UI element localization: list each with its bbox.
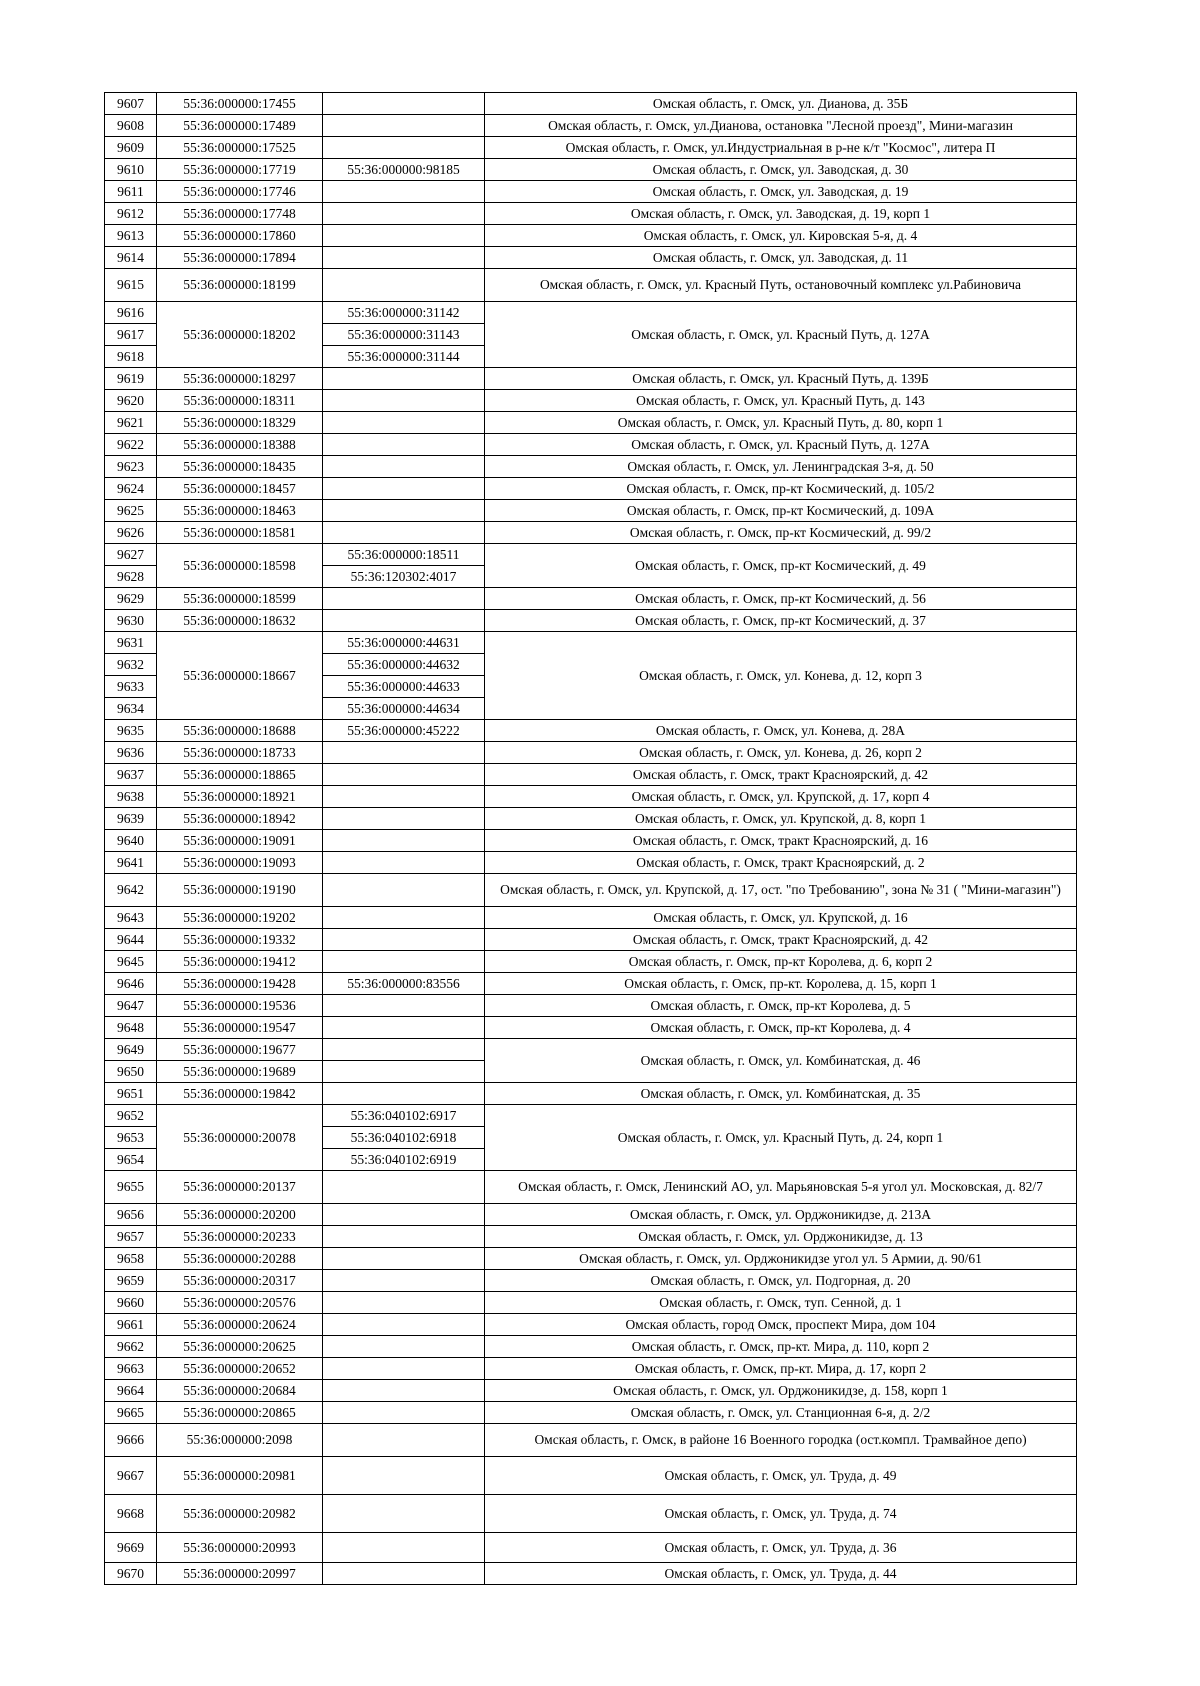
cadastral-number-cell: 55:36:000000:18202 bbox=[157, 302, 323, 368]
table-row bbox=[105, 929, 1077, 951]
address-cell: Омская область, г. Омск, Ленинский АО, ул. Марьяновская 5-я угол ул. Московская, д. 82/7 bbox=[485, 1171, 1077, 1204]
address-cell: Омская область, г. Омск, ул. Станционная 6-я, д. 2/2 bbox=[485, 1402, 1077, 1424]
related-cadastral-number-cell bbox=[323, 764, 485, 786]
address-cell: Омская область, г. Омск, ул.Индустриальная в р-не к/т "Космос", литера П bbox=[485, 137, 1077, 159]
address-cell: Омская область, г. Омск, пр-кт Космический, д. 109А bbox=[485, 500, 1077, 522]
table-row bbox=[105, 159, 1077, 181]
table-row bbox=[105, 907, 1077, 929]
address-cell: Омская область, г. Омск, ул. Орджоникидзе, д. 13 bbox=[485, 1226, 1077, 1248]
table-row bbox=[105, 247, 1077, 269]
cadastral-number-cell: 55:36:000000:18463 bbox=[157, 500, 323, 522]
table-row bbox=[105, 852, 1077, 874]
related-cadastral-number-cell bbox=[323, 1039, 485, 1061]
row-number-cell: 9609 bbox=[105, 137, 157, 159]
row-number-cell: 9665 bbox=[105, 1402, 157, 1424]
address-cell: Омская область, г. Омск, ул. Красный Путь, д. 80, корп 1 bbox=[485, 412, 1077, 434]
table-row bbox=[105, 1204, 1077, 1226]
row-number-cell: 9655 bbox=[105, 1171, 157, 1204]
related-cadastral-number-cell: 55:36:040102:6917 bbox=[323, 1105, 485, 1127]
row-number-cell: 9637 bbox=[105, 764, 157, 786]
related-cadastral-number-cell bbox=[323, 1358, 485, 1380]
related-cadastral-number-cell bbox=[323, 1424, 485, 1457]
cadastral-number-cell: 55:36:000000:20233 bbox=[157, 1226, 323, 1248]
row-number-cell: 9642 bbox=[105, 874, 157, 907]
cadastral-number-cell: 55:36:000000:20982 bbox=[157, 1495, 323, 1533]
cadastral-number-cell: 55:36:000000:20997 bbox=[157, 1563, 323, 1585]
cadastral-number-cell: 55:36:000000:20652 bbox=[157, 1358, 323, 1380]
cadastral-number-cell: 55:36:000000:18865 bbox=[157, 764, 323, 786]
row-number-cell: 9648 bbox=[105, 1017, 157, 1039]
related-cadastral-number-cell bbox=[323, 368, 485, 390]
related-cadastral-number-cell: 55:36:000000:45222 bbox=[323, 720, 485, 742]
table-row bbox=[105, 632, 1077, 654]
address-cell: Омская область, г. Омск, пр-кт Космический, д. 56 bbox=[485, 588, 1077, 610]
table-row bbox=[105, 1495, 1077, 1533]
related-cadastral-number-cell bbox=[323, 951, 485, 973]
cadastral-number-cell: 55:36:000000:19190 bbox=[157, 874, 323, 907]
cadastral-number-cell: 55:36:000000:18199 bbox=[157, 269, 323, 302]
table-row bbox=[105, 137, 1077, 159]
table-row bbox=[105, 1380, 1077, 1402]
row-number-cell: 9645 bbox=[105, 951, 157, 973]
row-number-cell: 9667 bbox=[105, 1457, 157, 1495]
row-number-cell: 9624 bbox=[105, 478, 157, 500]
cadastral-number-cell: 55:36:000000:17746 bbox=[157, 181, 323, 203]
related-cadastral-number-cell bbox=[323, 434, 485, 456]
related-cadastral-number-cell bbox=[323, 588, 485, 610]
row-number-cell: 9656 bbox=[105, 1204, 157, 1226]
row-number-cell: 9641 bbox=[105, 852, 157, 874]
address-cell: Омская область, г. Омск, ул. Красный Путь, д. 139Б bbox=[485, 368, 1077, 390]
table-row bbox=[105, 500, 1077, 522]
row-number-cell: 9615 bbox=[105, 269, 157, 302]
table-row bbox=[105, 720, 1077, 742]
row-number-cell: 9651 bbox=[105, 1083, 157, 1105]
address-cell: Омская область, г. Омск, ул. Заводская, д. 11 bbox=[485, 247, 1077, 269]
address-cell: Омская область, г. Омск, туп. Сенной, д. 1 bbox=[485, 1292, 1077, 1314]
table-row bbox=[105, 93, 1077, 115]
cadastral-number-cell: 55:36:000000:20200 bbox=[157, 1204, 323, 1226]
row-number-cell: 9632 bbox=[105, 654, 157, 676]
table-row bbox=[105, 808, 1077, 830]
related-cadastral-number-cell bbox=[323, 1380, 485, 1402]
row-number-cell: 9617 bbox=[105, 324, 157, 346]
address-cell: Омская область, г. Омск, пр-кт. Мира, д. 17, корп 2 bbox=[485, 1358, 1077, 1380]
address-cell: Омская область, г. Омск, ул. Орджоникидзе угол ул. 5 Армии, д. 90/61 bbox=[485, 1248, 1077, 1270]
row-number-cell: 9629 bbox=[105, 588, 157, 610]
related-cadastral-number-cell bbox=[323, 181, 485, 203]
cadastral-number-cell: 55:36:000000:19536 bbox=[157, 995, 323, 1017]
cadastral-number-cell: 55:36:000000:18329 bbox=[157, 412, 323, 434]
address-cell: Омская область, г. Омск, ул. Красный Путь, д. 143 bbox=[485, 390, 1077, 412]
table-row bbox=[105, 522, 1077, 544]
table-row bbox=[105, 951, 1077, 973]
related-cadastral-number-cell bbox=[323, 1336, 485, 1358]
cadastral-number-cell: 55:36:000000:18632 bbox=[157, 610, 323, 632]
table-row bbox=[105, 1039, 1077, 1061]
row-number-cell: 9634 bbox=[105, 698, 157, 720]
address-cell: Омская область, г. Омск, пр-кт Космический, д. 37 bbox=[485, 610, 1077, 632]
address-cell: Омская область, г. Омск, пр-кт. Мира, д. 110, корп 2 bbox=[485, 1336, 1077, 1358]
row-number-cell: 9631 bbox=[105, 632, 157, 654]
cadastral-number-cell: 55:36:000000:19428 bbox=[157, 973, 323, 995]
address-cell: Омская область, г. Омск, тракт Красноярский, д. 16 bbox=[485, 830, 1077, 852]
related-cadastral-number-cell bbox=[323, 1314, 485, 1336]
row-number-cell: 9661 bbox=[105, 1314, 157, 1336]
table-row bbox=[105, 1226, 1077, 1248]
address-cell: Омская область, г. Омск, тракт Красноярский, д. 42 bbox=[485, 929, 1077, 951]
table-row bbox=[105, 973, 1077, 995]
table-row bbox=[105, 1017, 1077, 1039]
related-cadastral-number-cell bbox=[323, 1457, 485, 1495]
related-cadastral-number-cell bbox=[323, 269, 485, 302]
address-cell: Омская область, г. Омск, пр-кт. Королева, д. 15, корп 1 bbox=[485, 973, 1077, 995]
row-number-cell: 9620 bbox=[105, 390, 157, 412]
address-cell: Омская область, г. Омск, ул. Орджоникидзе, д. 213А bbox=[485, 1204, 1077, 1226]
table-row bbox=[105, 995, 1077, 1017]
row-number-cell: 9626 bbox=[105, 522, 157, 544]
cadastral-number-cell: 55:36:000000:19093 bbox=[157, 852, 323, 874]
related-cadastral-number-cell: 55:36:000000:31144 bbox=[323, 346, 485, 368]
table-row bbox=[105, 588, 1077, 610]
table-row bbox=[105, 1563, 1077, 1585]
related-cadastral-number-cell bbox=[323, 1017, 485, 1039]
related-cadastral-number-cell bbox=[323, 1495, 485, 1533]
related-cadastral-number-cell bbox=[323, 786, 485, 808]
row-number-cell: 9653 bbox=[105, 1127, 157, 1149]
table-row bbox=[105, 1292, 1077, 1314]
related-cadastral-number-cell: 55:36:000000:44634 bbox=[323, 698, 485, 720]
address-cell: Омская область, г. Омск, ул. Конева, д. 26, корп 2 bbox=[485, 742, 1077, 764]
row-number-cell: 9670 bbox=[105, 1563, 157, 1585]
row-number-cell: 9643 bbox=[105, 907, 157, 929]
related-cadastral-number-cell: 55:36:000000:44632 bbox=[323, 654, 485, 676]
related-cadastral-number-cell bbox=[323, 247, 485, 269]
related-cadastral-number-cell bbox=[323, 1292, 485, 1314]
related-cadastral-number-cell bbox=[323, 1061, 485, 1083]
cadastral-number-cell: 55:36:000000:19842 bbox=[157, 1083, 323, 1105]
table-row bbox=[105, 1402, 1077, 1424]
table-row bbox=[105, 181, 1077, 203]
row-number-cell: 9658 bbox=[105, 1248, 157, 1270]
row-number-cell: 9668 bbox=[105, 1495, 157, 1533]
address-cell: Омская область, город Омск, проспект Мира, дом 104 bbox=[485, 1314, 1077, 1336]
cadastral-number-cell: 55:36:000000:19091 bbox=[157, 830, 323, 852]
cadastral-number-cell: 55:36:000000:19412 bbox=[157, 951, 323, 973]
row-number-cell: 9638 bbox=[105, 786, 157, 808]
address-cell: Омская область, г. Омск, ул. Труда, д. 49 bbox=[485, 1457, 1077, 1495]
related-cadastral-number-cell bbox=[323, 456, 485, 478]
row-number-cell: 9650 bbox=[105, 1061, 157, 1083]
related-cadastral-number-cell: 55:36:000000:31142 bbox=[323, 302, 485, 324]
cadastral-number-cell: 55:36:000000:17719 bbox=[157, 159, 323, 181]
table-row bbox=[105, 610, 1077, 632]
cadastral-number-cell: 55:36:000000:19677 bbox=[157, 1039, 323, 1061]
table-row bbox=[105, 544, 1077, 566]
related-cadastral-number-cell: 55:36:000000:44631 bbox=[323, 632, 485, 654]
row-number-cell: 9660 bbox=[105, 1292, 157, 1314]
address-cell: Омская область, г. Омск, ул. Орджоникидзе, д. 158, корп 1 bbox=[485, 1380, 1077, 1402]
related-cadastral-number-cell bbox=[323, 1226, 485, 1248]
related-cadastral-number-cell bbox=[323, 522, 485, 544]
cadastral-number-cell: 55:36:000000:20078 bbox=[157, 1105, 323, 1171]
table-row bbox=[105, 1336, 1077, 1358]
table-row bbox=[105, 764, 1077, 786]
address-cell: Омская область, г. Омск, ул. Крупской, д. 17, корп 4 bbox=[485, 786, 1077, 808]
table-row bbox=[105, 1171, 1077, 1204]
cadastral-number-cell: 55:36:000000:20137 bbox=[157, 1171, 323, 1204]
row-number-cell: 9627 bbox=[105, 544, 157, 566]
address-cell: Омская область, г. Омск, ул. Комбинатская, д. 46 bbox=[485, 1039, 1077, 1083]
related-cadastral-number-cell bbox=[323, 1204, 485, 1226]
related-cadastral-number-cell bbox=[323, 907, 485, 929]
cadastral-number-cell: 55:36:000000:17455 bbox=[157, 93, 323, 115]
row-number-cell: 9628 bbox=[105, 566, 157, 588]
table-row bbox=[105, 412, 1077, 434]
related-cadastral-number-cell bbox=[323, 808, 485, 830]
related-cadastral-number-cell bbox=[323, 1270, 485, 1292]
cadastral-number-cell: 55:36:000000:17748 bbox=[157, 203, 323, 225]
address-cell: Омская область, г. Омск, ул. Красный Путь, д. 127А bbox=[485, 302, 1077, 368]
related-cadastral-number-cell: 55:36:120302:4017 bbox=[323, 566, 485, 588]
related-cadastral-number-cell: 55:36:000000:83556 bbox=[323, 973, 485, 995]
cadastral-number-cell: 55:36:000000:20288 bbox=[157, 1248, 323, 1270]
address-cell: Омская область, г. Омск, ул. Крупской, д. 8, корп 1 bbox=[485, 808, 1077, 830]
cadastral-number-cell: 55:36:000000:20981 bbox=[157, 1457, 323, 1495]
cadastral-number-cell: 55:36:000000:17489 bbox=[157, 115, 323, 137]
table-row bbox=[105, 434, 1077, 456]
row-number-cell: 9608 bbox=[105, 115, 157, 137]
table-row bbox=[105, 1424, 1077, 1457]
address-cell: Омская область, г. Омск, ул. Заводская, д. 30 bbox=[485, 159, 1077, 181]
row-number-cell: 9639 bbox=[105, 808, 157, 830]
address-cell: Омская область, г. Омск, пр-кт Космический, д. 105/2 bbox=[485, 478, 1077, 500]
address-cell: Омская область, г. Омск, ул. Конева, д. 28А bbox=[485, 720, 1077, 742]
row-number-cell: 9630 bbox=[105, 610, 157, 632]
row-number-cell: 9644 bbox=[105, 929, 157, 951]
table-row bbox=[105, 830, 1077, 852]
related-cadastral-number-cell bbox=[323, 1248, 485, 1270]
related-cadastral-number-cell bbox=[323, 478, 485, 500]
cadastral-number-cell: 55:36:000000:17860 bbox=[157, 225, 323, 247]
address-cell: Омская область, г. Омск, ул. Крупской, д. 17, ост. "по Требованию", зона № 31 ( "Мини-магазин") bbox=[485, 874, 1077, 907]
related-cadastral-number-cell: 55:36:040102:6918 bbox=[323, 1127, 485, 1149]
row-number-cell: 9652 bbox=[105, 1105, 157, 1127]
related-cadastral-number-cell: 55:36:000000:98185 bbox=[323, 159, 485, 181]
related-cadastral-number-cell bbox=[323, 1402, 485, 1424]
related-cadastral-number-cell bbox=[323, 852, 485, 874]
related-cadastral-number-cell bbox=[323, 1171, 485, 1204]
address-cell: Омская область, г. Омск, ул. Труда, д. 74 bbox=[485, 1495, 1077, 1533]
row-number-cell: 9633 bbox=[105, 676, 157, 698]
table-row bbox=[105, 1533, 1077, 1563]
cadastral-number-cell: 55:36:000000:20317 bbox=[157, 1270, 323, 1292]
address-cell: Омская область, г. Омск, ул.Дианова, остановка "Лесной проезд", Мини-магазин bbox=[485, 115, 1077, 137]
row-number-cell: 9649 bbox=[105, 1039, 157, 1061]
table-row bbox=[105, 269, 1077, 302]
registry-table-body bbox=[105, 93, 1077, 1585]
row-number-cell: 9612 bbox=[105, 203, 157, 225]
cadastral-number-cell: 55:36:000000:2098 bbox=[157, 1424, 323, 1457]
row-number-cell: 9657 bbox=[105, 1226, 157, 1248]
address-cell: Омская область, г. Омск, ул. Дианова, д. 35Б bbox=[485, 93, 1077, 115]
row-number-cell: 9647 bbox=[105, 995, 157, 1017]
cadastral-number-cell: 55:36:000000:18435 bbox=[157, 456, 323, 478]
table-row bbox=[105, 1083, 1077, 1105]
address-cell: Омская область, г. Омск, пр-кт Королева, д. 6, корп 2 bbox=[485, 951, 1077, 973]
row-number-cell: 9607 bbox=[105, 93, 157, 115]
table-row bbox=[105, 302, 1077, 324]
row-number-cell: 9611 bbox=[105, 181, 157, 203]
related-cadastral-number-cell bbox=[323, 93, 485, 115]
row-number-cell: 9654 bbox=[105, 1149, 157, 1171]
cadastral-number-cell: 55:36:000000:18581 bbox=[157, 522, 323, 544]
row-number-cell: 9618 bbox=[105, 346, 157, 368]
row-number-cell: 9616 bbox=[105, 302, 157, 324]
cadastral-number-cell: 55:36:000000:18311 bbox=[157, 390, 323, 412]
address-cell: Омская область, г. Омск, ул. Конева, д. 12, корп 3 bbox=[485, 632, 1077, 720]
table-row bbox=[105, 203, 1077, 225]
related-cadastral-number-cell bbox=[323, 203, 485, 225]
related-cadastral-number-cell bbox=[323, 1563, 485, 1585]
row-number-cell: 9610 bbox=[105, 159, 157, 181]
address-cell: Омская область, г. Омск, пр-кт Космический, д. 99/2 bbox=[485, 522, 1077, 544]
address-cell: Омская область, г. Омск, пр-кт Космический, д. 49 bbox=[485, 544, 1077, 588]
related-cadastral-number-cell bbox=[323, 412, 485, 434]
table-row bbox=[105, 478, 1077, 500]
related-cadastral-number-cell bbox=[323, 390, 485, 412]
address-cell: Омская область, г. Омск, ул. Ленинградская 3-я, д. 50 bbox=[485, 456, 1077, 478]
table-row bbox=[105, 225, 1077, 247]
row-number-cell: 9619 bbox=[105, 368, 157, 390]
row-number-cell: 9636 bbox=[105, 742, 157, 764]
cadastral-number-cell: 55:36:000000:18457 bbox=[157, 478, 323, 500]
registry-table bbox=[104, 92, 1077, 1585]
related-cadastral-number-cell bbox=[323, 115, 485, 137]
related-cadastral-number-cell bbox=[323, 830, 485, 852]
related-cadastral-number-cell: 55:36:000000:31143 bbox=[323, 324, 485, 346]
related-cadastral-number-cell bbox=[323, 874, 485, 907]
cadastral-number-cell: 55:36:000000:20624 bbox=[157, 1314, 323, 1336]
related-cadastral-number-cell bbox=[323, 1533, 485, 1563]
address-cell: Омская область, г. Омск, ул. Красный Путь, д. 127А bbox=[485, 434, 1077, 456]
row-number-cell: 9640 bbox=[105, 830, 157, 852]
cadastral-number-cell: 55:36:000000:18297 bbox=[157, 368, 323, 390]
related-cadastral-number-cell bbox=[323, 500, 485, 522]
cadastral-number-cell: 55:36:000000:18598 bbox=[157, 544, 323, 588]
address-cell: Омская область, г. Омск, ул. Труда, д. 44 bbox=[485, 1563, 1077, 1585]
address-cell: Омская область, г. Омск, ул. Кировская 5-я, д. 4 bbox=[485, 225, 1077, 247]
table-row bbox=[105, 874, 1077, 907]
cadastral-number-cell: 55:36:000000:20993 bbox=[157, 1533, 323, 1563]
row-number-cell: 9625 bbox=[105, 500, 157, 522]
address-cell: Омская область, г. Омск, тракт Красноярский, д. 2 bbox=[485, 852, 1077, 874]
table-row bbox=[105, 1358, 1077, 1380]
cadastral-number-cell: 55:36:000000:18388 bbox=[157, 434, 323, 456]
row-number-cell: 9669 bbox=[105, 1533, 157, 1563]
table-row bbox=[105, 1105, 1077, 1127]
cadastral-number-cell: 55:36:000000:19547 bbox=[157, 1017, 323, 1039]
related-cadastral-number-cell bbox=[323, 742, 485, 764]
table-row bbox=[105, 456, 1077, 478]
row-number-cell: 9622 bbox=[105, 434, 157, 456]
address-cell: Омская область, г. Омск, ул. Заводская, д. 19 bbox=[485, 181, 1077, 203]
row-number-cell: 9659 bbox=[105, 1270, 157, 1292]
row-number-cell: 9666 bbox=[105, 1424, 157, 1457]
address-cell: Омская область, г. Омск, пр-кт Королева, д. 5 bbox=[485, 995, 1077, 1017]
related-cadastral-number-cell bbox=[323, 610, 485, 632]
row-number-cell: 9646 bbox=[105, 973, 157, 995]
related-cadastral-number-cell: 55:36:040102:6919 bbox=[323, 1149, 485, 1171]
table-row bbox=[105, 1314, 1077, 1336]
cadastral-number-cell: 55:36:000000:17894 bbox=[157, 247, 323, 269]
related-cadastral-number-cell bbox=[323, 137, 485, 159]
cadastral-number-cell: 55:36:000000:19332 bbox=[157, 929, 323, 951]
cadastral-number-cell: 55:36:000000:20865 bbox=[157, 1402, 323, 1424]
cadastral-number-cell: 55:36:000000:18599 bbox=[157, 588, 323, 610]
table-row bbox=[105, 742, 1077, 764]
cadastral-number-cell: 55:36:000000:18733 bbox=[157, 742, 323, 764]
address-cell: Омская область, г. Омск, ул. Красный Путь, остановочный комплекс ул.Рабиновича bbox=[485, 269, 1077, 302]
related-cadastral-number-cell bbox=[323, 929, 485, 951]
cadastral-number-cell: 55:36:000000:19202 bbox=[157, 907, 323, 929]
related-cadastral-number-cell: 55:36:000000:44633 bbox=[323, 676, 485, 698]
cadastral-number-cell: 55:36:000000:18667 bbox=[157, 632, 323, 720]
related-cadastral-number-cell bbox=[323, 1083, 485, 1105]
table-row bbox=[105, 1270, 1077, 1292]
related-cadastral-number-cell: 55:36:000000:18511 bbox=[323, 544, 485, 566]
row-number-cell: 9621 bbox=[105, 412, 157, 434]
cadastral-number-cell: 55:36:000000:19689 bbox=[157, 1061, 323, 1083]
address-cell: Омская область, г. Омск, ул. Крупской, д. 16 bbox=[485, 907, 1077, 929]
row-number-cell: 9635 bbox=[105, 720, 157, 742]
table-row bbox=[105, 368, 1077, 390]
table-row bbox=[105, 786, 1077, 808]
cadastral-number-cell: 55:36:000000:18921 bbox=[157, 786, 323, 808]
address-cell: Омская область, г. Омск, ул. Комбинатская, д. 35 bbox=[485, 1083, 1077, 1105]
address-cell: Омская область, г. Омск, в районе 16 Военного городка (ост.компл. Трамвайное депо) bbox=[485, 1424, 1077, 1457]
cadastral-number-cell: 55:36:000000:18942 bbox=[157, 808, 323, 830]
address-cell: Омская область, г. Омск, ул. Красный Путь, д. 24, корп 1 bbox=[485, 1105, 1077, 1171]
cadastral-number-cell: 55:36:000000:18688 bbox=[157, 720, 323, 742]
row-number-cell: 9663 bbox=[105, 1358, 157, 1380]
related-cadastral-number-cell bbox=[323, 225, 485, 247]
cadastral-number-cell: 55:36:000000:20576 bbox=[157, 1292, 323, 1314]
row-number-cell: 9614 bbox=[105, 247, 157, 269]
address-cell: Омская область, г. Омск, ул. Заводская, д. 19, корп 1 bbox=[485, 203, 1077, 225]
cadastral-number-cell: 55:36:000000:17525 bbox=[157, 137, 323, 159]
row-number-cell: 9664 bbox=[105, 1380, 157, 1402]
address-cell: Омская область, г. Омск, ул. Подгорная, д. 20 bbox=[485, 1270, 1077, 1292]
table-row bbox=[105, 1248, 1077, 1270]
address-cell: Омская область, г. Омск, пр-кт Королева, д. 4 bbox=[485, 1017, 1077, 1039]
row-number-cell: 9662 bbox=[105, 1336, 157, 1358]
related-cadastral-number-cell bbox=[323, 995, 485, 1017]
row-number-cell: 9623 bbox=[105, 456, 157, 478]
address-cell: Омская область, г. Омск, тракт Красноярский, д. 42 bbox=[485, 764, 1077, 786]
table-row bbox=[105, 390, 1077, 412]
cadastral-number-cell: 55:36:000000:20684 bbox=[157, 1380, 323, 1402]
table-row bbox=[105, 115, 1077, 137]
table-row bbox=[105, 1457, 1077, 1495]
address-cell: Омская область, г. Омск, ул. Труда, д. 36 bbox=[485, 1533, 1077, 1563]
row-number-cell: 9613 bbox=[105, 225, 157, 247]
cadastral-number-cell: 55:36:000000:20625 bbox=[157, 1336, 323, 1358]
